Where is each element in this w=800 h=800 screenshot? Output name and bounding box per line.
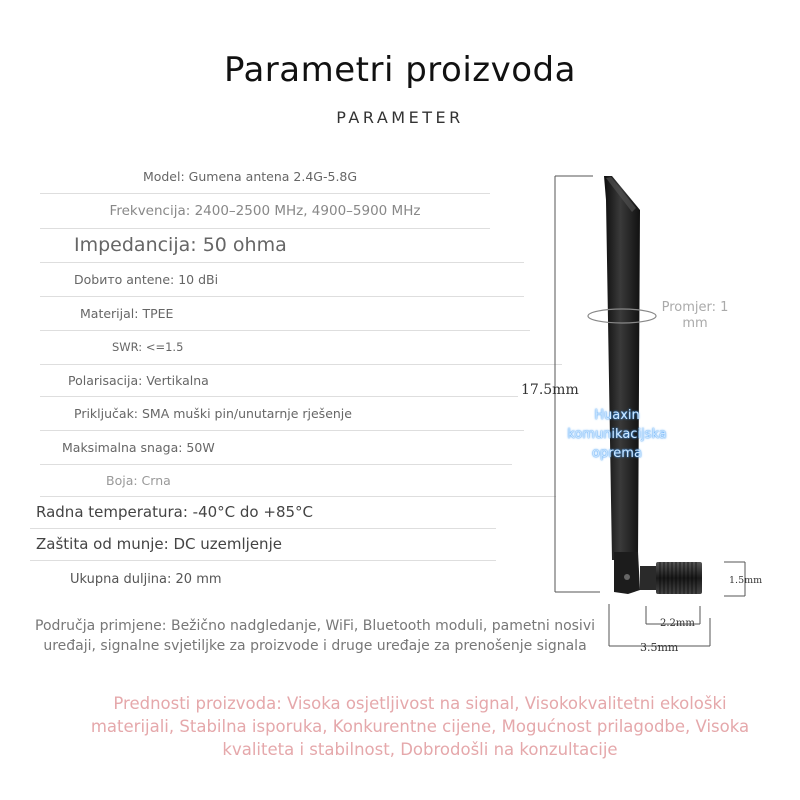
spec-text: Frekvencija: 2400–2500 MHz, 4900–5900 MHz: [109, 203, 421, 219]
watermark-text: Huaxin komunikacijska oprema: [567, 408, 667, 461]
diameter-label: Promjer: 1 mm: [661, 300, 729, 331]
sma-connector: [640, 566, 658, 590]
spec-text: Maksimalna snaga: 50W: [62, 439, 215, 455]
connector-height-label: 1.5mm: [729, 575, 763, 586]
page-subtitle: PARAMETER: [336, 108, 464, 127]
spec-text: Polarisacija: Vertikalna: [68, 372, 209, 388]
spec-text: Materijal: TPEE: [80, 305, 174, 321]
advantages-text: Prednosti proizvoda: Visoka osjetljivost na signal, Visokokvalitetni ekološki materijali, Stabilna isporuka, Konkurentne cijene, Mogućnost prilagodbe, Visoka kvaliteta i stabilnost, Dobrodošli na konzultacije: [90, 694, 750, 759]
antenna-hinge: [614, 552, 640, 594]
spec-text: Ukupna duljina: 20 mm: [70, 571, 222, 587]
spec-text: Radna temperatura: -40°C do +85°C: [36, 503, 314, 521]
spec-text: Zaštita od munje: DC uzemljenje: [36, 535, 282, 553]
spec-text: Priključak: SMA muški pin/unutarnje rješenje: [74, 405, 352, 421]
spec-text: Boja: Crna: [106, 472, 171, 488]
page-title: Parametri proizvoda: [224, 50, 576, 90]
applications-text: Područja primjene: Bežično nadgledanje, WiFi, Bluetooth moduli, pametni nosivi uređaji, signalne svjetiljke za proizvode i druge uređaje za prenošenje signala: [35, 618, 595, 654]
connector-inner-label: 2.2mm: [660, 618, 695, 629]
antenna-rod: [604, 176, 640, 560]
length-label: 17.5mm: [521, 382, 579, 398]
spec-text: Impedancija: 50 ohma: [74, 234, 287, 256]
connector-outer-label: 3.5mm: [640, 641, 679, 654]
spec-text: SWR: <=1.5: [112, 340, 184, 354]
spec-text: Dobитo antene: 10 dBi: [74, 271, 219, 287]
spec-text: Model: Gumena antena 2.4G-5.8G: [142, 169, 358, 184]
